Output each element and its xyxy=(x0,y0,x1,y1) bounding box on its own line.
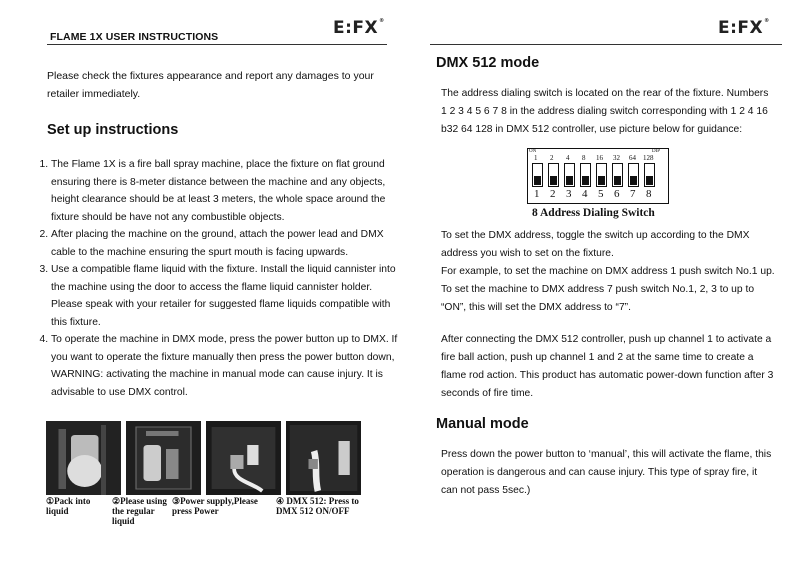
photo-strip xyxy=(46,421,361,495)
dmx-para-example-1: For example, to set the machine on DMX address 1 push switch No.1 up. xyxy=(441,266,775,277)
dip-switch-7 xyxy=(628,163,639,187)
dip-position: 4 xyxy=(582,188,588,200)
dmx-para-set-address: To set the DMX address, toggle the switch up according to the DMX address you wish to set on the fixture. xyxy=(441,230,750,259)
intro-text: Please check the fixtures appearance and report any damages to your retailer immediately. xyxy=(47,70,374,100)
setup-steps-list xyxy=(35,156,399,401)
dip-caption: 8 Address Dialing Switch xyxy=(532,207,655,219)
dmx-para-example-7: To set the machine to DMX address 7 push switch No.1, 2, 3 to up to “ON”, this will set the DMX address to “7”. xyxy=(441,284,755,313)
dip-switch-3 xyxy=(564,163,575,187)
list-item: 4. To operate the machine in DMX mode, press the power button up to DMX. If you want to operate the fixture manually then press the power button down, WARNING: activating the machine in manual mode can cause injury. It is advisable to use DMX control. xyxy=(51,331,399,401)
left-page xyxy=(0,0,400,562)
dip-dip-label: DIP xyxy=(652,149,661,154)
dip-value: 8 xyxy=(582,154,586,162)
header-rule xyxy=(430,44,782,45)
dip-position: 5 xyxy=(598,188,604,200)
dip-on-label: ON xyxy=(529,149,537,154)
dip-position: 2 xyxy=(550,188,556,200)
dip-switch-diagram xyxy=(527,148,669,204)
dip-position: 8 xyxy=(646,188,652,200)
caption-power-supply: ③Power supply,Please press Power xyxy=(172,496,258,516)
dip-value: 4 xyxy=(566,154,570,162)
efx-logo: E:FX® xyxy=(333,18,385,38)
caption-regular-liquid: ②Please using the regular liquid xyxy=(112,496,167,526)
dip-switch-4 xyxy=(580,163,591,187)
list-item: 2. After placing the machine on the ground, attach the power lead and DMX cable to the machine ensuring the spurt mouth is facing upwards. xyxy=(51,226,399,261)
photo-power-supply xyxy=(206,421,281,495)
dip-value: 32 xyxy=(613,154,620,162)
photo-regular-liquid xyxy=(126,421,201,495)
dip-switch-2 xyxy=(548,163,559,187)
dip-value: 2 xyxy=(550,154,554,162)
dip-position: 6 xyxy=(614,188,620,200)
dip-value: 1 xyxy=(534,154,538,162)
dip-position: 3 xyxy=(566,188,572,200)
dip-switch-5 xyxy=(596,163,607,187)
caption-pack-liquid: ①Pack into liquid xyxy=(46,496,91,516)
efx-logo: E:FX® xyxy=(718,18,770,38)
manual-text: Press down the power button to ‘manual’, this will activate the flame, this operation is dangerous and can cause injury. This type of spray fire, it can not pass 5sec.) xyxy=(441,449,772,496)
setup-heading: Set up instructions xyxy=(47,122,179,138)
dip-value: 64 xyxy=(629,154,636,162)
dmx-para-controller: After connecting the DMX 512 controller, push up channel 1 to activate a fire ball action, push up channel 1 and 2 at the same time to create a flame rod action. This product has automatic power-down function after 3 seconds of fire time. xyxy=(441,334,774,399)
photo-dmx-512 xyxy=(286,421,361,495)
photo-captions xyxy=(46,496,376,526)
photo-pack-liquid xyxy=(46,421,121,495)
dip-switch-1 xyxy=(532,163,543,187)
header-rule xyxy=(47,44,387,45)
list-item: 1. The Flame 1X is a fire ball spray machine, place the fixture on flat ground ensuring there is 8-meter distance between the machine and any objects, height clearance should be at least 3 meters, the whole space around the fixture should be have not any combustible objects. xyxy=(51,156,399,226)
dip-switch-6 xyxy=(612,163,623,187)
manual-heading: Manual mode xyxy=(436,416,529,432)
dip-position: 7 xyxy=(630,188,636,200)
dmx-intro-text: The address dialing switch is located on the rear of the fixture. Numbers 1 2 3 4 5 6 7 8 in the address dialing switch corresponding with 1 2 4 16 b32 64 128 in DMX 512 controller, use picture below for guidance: xyxy=(441,88,769,135)
list-item: 3. Use a compatible flame liquid with the fixture. Install the liquid cannister into the machine using the door to access the flame liquid cannister holder. Please speak with your retailer for suggested flame liquids compatible with this fixture. xyxy=(51,261,399,331)
dip-position: 1 xyxy=(534,188,540,200)
dip-switch-8 xyxy=(644,163,655,187)
caption-dmx-512: ④ DMX 512: Press to DMX 512 ON/OFF xyxy=(276,496,359,516)
header-title: FLAME 1X USER INSTRUCTIONS xyxy=(50,31,219,43)
dmx-heading: DMX 512 mode xyxy=(436,55,540,71)
dip-value: 128 xyxy=(643,154,654,162)
dip-value: 16 xyxy=(596,154,603,162)
